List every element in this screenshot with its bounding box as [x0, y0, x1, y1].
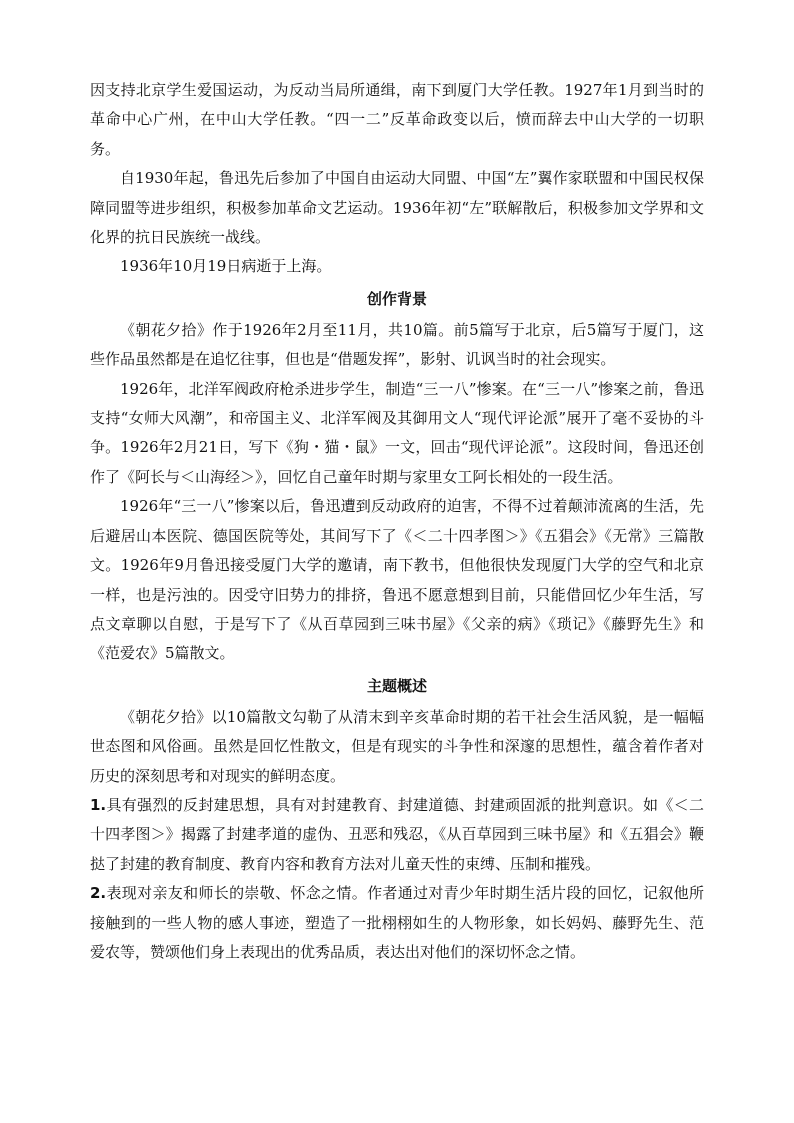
biography-paragraph-1: 因支持北京学生爱国运动，为反动当局所通缉，南下到厦门大学任教。1927年1月到当时的革命中心广州，在中山大学任教。“四一二”反革命政变以后，愤而辞去中山大学的一切职务。	[90, 81, 704, 158]
theme-paragraph-1: 《朝花夕拾》以10篇散文勾勒了从清末到辛亥革命时期的若干社会生活风貌，是一幅幅世态图和风俗画。虽然是回忆性散文，但是有现实的斗争性和深邃的思想性，蕴含着作者对历史的深刻思考和对现实的鲜明态度。	[90, 707, 704, 785]
background-paragraph-3: 1926年“三一八”惨案以后，鲁迅遭到反动政府的迫害，不得不过着颠沛流离的生活，先后避居山本医院、德国医院等处，其间写下了《＜二十四孝图＞》《五猖会》《无常》三篇散文。1926年9月鲁迅接受厦门大学的邀请，南下教书，但他很快发现厦门大学的空气和北京一样，也是污浊的。因受守旧势力的排挤，鲁迅不愿意想到目前，只能借回忆少年生活，写点文章聊以自慰，于是写下了《从百草园到三味书屋》《父亲的病》《琐记》《藤野先生》和《范爱农》5篇散文。	[90, 497, 704, 663]
background-paragraph-2: 1926年，北洋军阀政府枪杀进步学生，制造“三一八”惨案。在“三一八”惨案之前，鲁迅支持“女师大风潮”，和帝国主义、北洋军阀及其御用文人“现代评论派”展开了毫不妥协的斗争。1926年2月21日，写下《狗・猫・鼠》一文，回击“现代评论派”。这段时间，鲁迅还创作了《阿长与＜山海经＞》，回忆自己童年时期与家里女工阿长相处的一段生活。	[90, 379, 704, 486]
background-heading: 创作背景	[366, 289, 427, 308]
list-number: 1.	[90, 795, 107, 814]
biography-paragraph-3: 1936年10月19日病逝于上海。	[120, 257, 332, 276]
list-item-text: 具有强烈的反封建思想，具有对封建教育、封建道德、封建顽固派的批判意识。如《＜二十四孝图＞》揭露了封建孝道的虚伪、丑恶和残忍，《从百草园到三味书屋》和《五猖会》鞭挞了封建的教育制度、教育内容和教育方法对儿童天性的束缚、压制和摧残。	[90, 795, 704, 873]
document-page	[90, 76, 704, 967]
background-paragraph-1: 《朝花夕拾》作于1926年2月至11月，共10篇。前5篇写于北京，后5篇写于厦门，这些作品虽然都是在追忆往事，但也是“借题发挥”，影射、讥讽当时的社会现实。	[90, 320, 704, 369]
theme-list-item-2	[90, 879, 704, 967]
list-number: 2.	[90, 884, 107, 903]
list-item-text: 表现对亲友和师长的崇敬、怀念之情。作者通过对青少年时期生活片段的回忆，记叙他所接触到的一些人物的感人事迹，塑造了一批栩栩如生的人物形象，如长妈妈、藤野先生、范爱农等，赞颂他们身上表现出的优秀品质，表达出对他们的深切怀念之情。	[90, 884, 704, 961]
theme-list-item-1	[90, 791, 704, 879]
theme-heading: 主题概述	[366, 676, 427, 695]
biography-paragraph-2: 自1930年起，鲁迅先后参加了中国自由运动大同盟、中国“左”翼作家联盟和中国民权保障同盟等进步组织，积极参加革命文艺运动。1936年初“左”联解散后，积极参加文学界和文化界的抗日民族统一战线。	[90, 169, 704, 247]
